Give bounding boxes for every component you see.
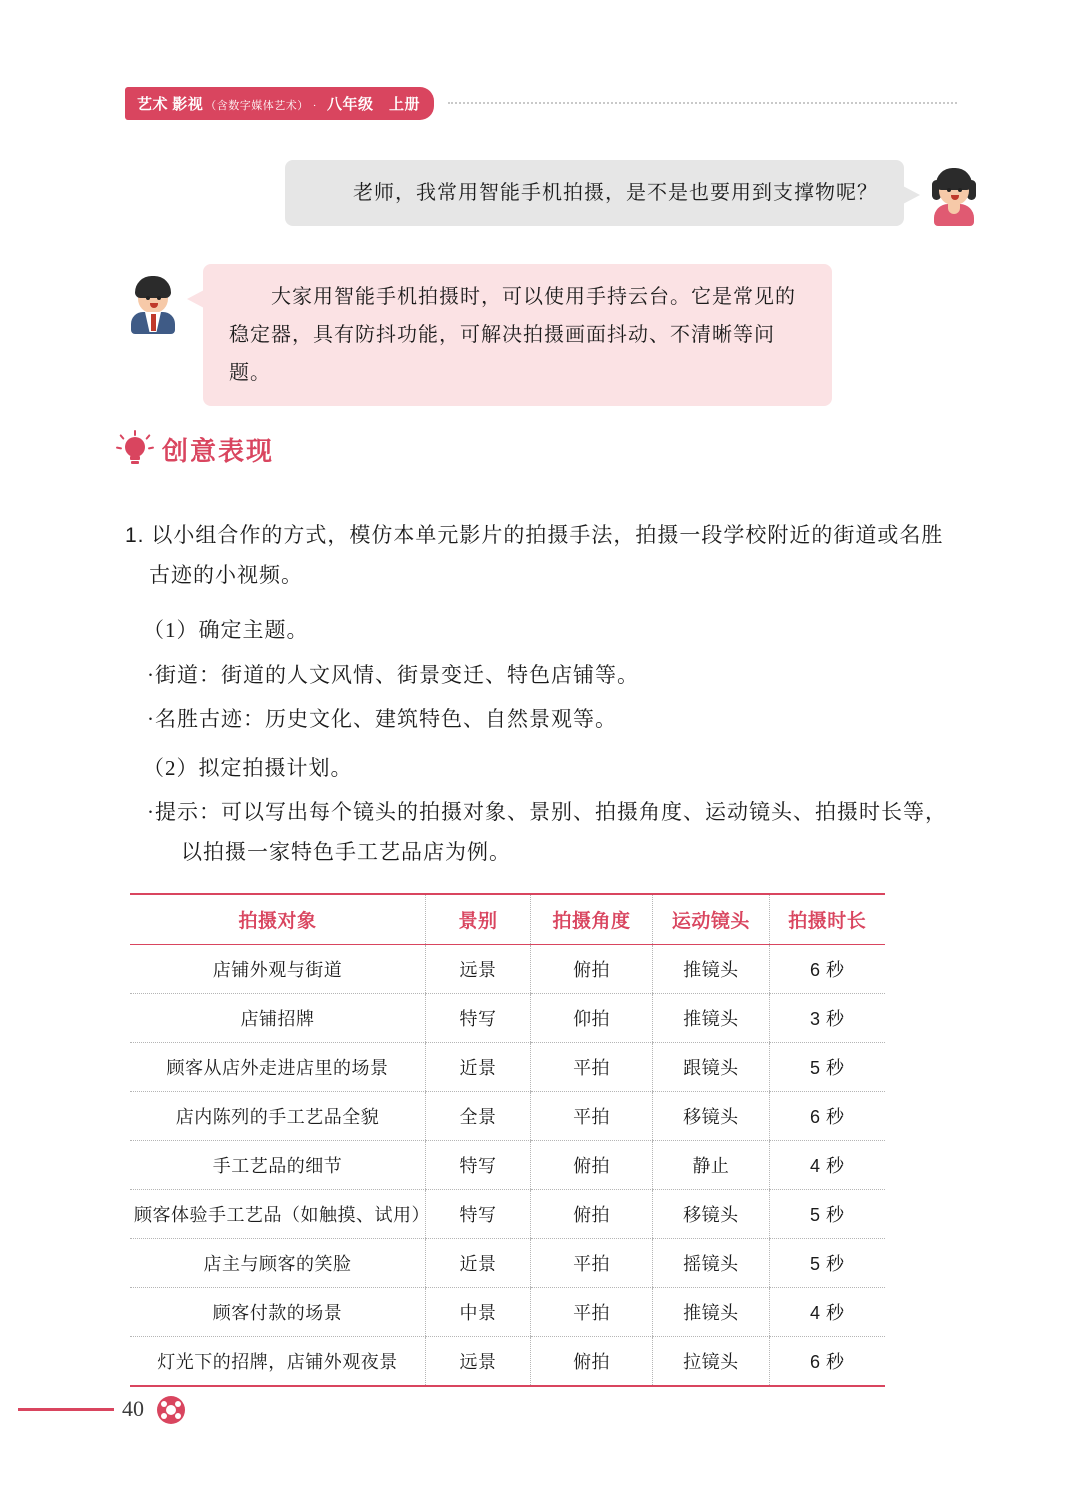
cell-duration: 6 秒 bbox=[769, 1092, 885, 1141]
section-heading bbox=[118, 430, 274, 468]
cell-shotsize: 远景 bbox=[425, 1337, 530, 1386]
cell-movement: 推镜头 bbox=[653, 994, 769, 1043]
cell-angle: 平拍 bbox=[531, 1092, 653, 1141]
lightbulb-icon bbox=[118, 430, 152, 468]
cell-movement: 拉镜头 bbox=[653, 1337, 769, 1386]
header-separator: · bbox=[312, 99, 317, 112]
cell-object: 灯光下的招牌，店铺外观夜景 bbox=[157, 1352, 398, 1372]
teacher-speech-text: 大家用智能手机拍摄时，可以使用手持云台。它是常见的稳定器，具有防抖功能，可解决拍摄画面抖动、不清晰等问题。 bbox=[229, 286, 796, 384]
cell-angle: 俯拍 bbox=[531, 1190, 653, 1239]
footer-rule bbox=[18, 1408, 114, 1411]
content-sub1: （1）确定主题。 bbox=[143, 618, 309, 642]
cell-movement: 推镜头 bbox=[653, 1288, 769, 1337]
content-block-bullet1 bbox=[125, 655, 957, 695]
cell-object: 顾客付款的场景 bbox=[130, 1288, 425, 1337]
content-bullet3: ·提示：可以写出每个镜头的拍摄对象、景别、拍摄角度、运动镜头、拍摄时长等，以拍摄一家特色手工艺品店为例。 bbox=[147, 800, 947, 864]
table-header-duration: 拍摄时长 bbox=[769, 894, 885, 945]
content-sub2: （2）拟定拍摄计划。 bbox=[143, 756, 353, 780]
table-row bbox=[130, 1043, 885, 1092]
content-block-item1 bbox=[125, 516, 957, 596]
table-row bbox=[130, 1141, 885, 1190]
student-speech-bubble bbox=[285, 160, 904, 226]
section-title-text: 创意表现 bbox=[162, 435, 275, 466]
film-reel-icon bbox=[157, 1396, 185, 1424]
content-block-bullet3 bbox=[125, 792, 947, 872]
cell-duration: 6 秒 bbox=[769, 945, 885, 994]
content-bullet1: ·街道：街道的人文风情、街景变迁、特色店铺等。 bbox=[147, 663, 639, 687]
cell-shotsize: 特写 bbox=[425, 994, 530, 1043]
cell-shotsize: 近景 bbox=[425, 1043, 530, 1092]
page-footer bbox=[0, 1390, 1082, 1430]
table-row bbox=[130, 1092, 885, 1141]
table-head bbox=[130, 894, 885, 945]
cell-shotsize: 近景 bbox=[425, 1239, 530, 1288]
cell-angle: 仰拍 bbox=[531, 994, 653, 1043]
cell-object: 店内陈列的手工艺品全貌 bbox=[130, 1092, 425, 1141]
content-block-sub2 bbox=[125, 748, 957, 788]
table-row bbox=[130, 1190, 885, 1239]
cell-duration: 6 秒 bbox=[769, 1337, 885, 1386]
table-header-object: 拍摄对象 bbox=[130, 894, 425, 945]
cell-duration: 4 秒 bbox=[769, 1288, 885, 1337]
cell-object: 店主与顾客的笑脸 bbox=[130, 1239, 425, 1288]
cell-angle: 平拍 bbox=[531, 1288, 653, 1337]
header-subject-note: （含数字媒体艺术） bbox=[205, 99, 309, 112]
table-header-movement: 运动镜头 bbox=[653, 894, 769, 945]
cell-duration: 5 秒 bbox=[769, 1239, 885, 1288]
cell-movement: 移镜头 bbox=[653, 1092, 769, 1141]
cell-shotsize: 远景 bbox=[425, 945, 530, 994]
cell-shotsize: 特写 bbox=[425, 1190, 530, 1239]
page-header bbox=[125, 88, 957, 118]
cell-object: 顾客体验手工艺品（如触摸、试用） bbox=[130, 1190, 425, 1239]
cell-movement: 推镜头 bbox=[653, 945, 769, 994]
cell-shotsize: 全景 bbox=[425, 1092, 530, 1141]
dialogue-teacher-row bbox=[125, 264, 832, 406]
cell-angle: 俯拍 bbox=[531, 1141, 653, 1190]
cell-duration: 5 秒 bbox=[769, 1190, 885, 1239]
cell-duration: 3 秒 bbox=[769, 994, 885, 1043]
cell-object: 店铺外观与街道 bbox=[130, 945, 425, 994]
boy-avatar bbox=[125, 274, 181, 334]
cell-angle: 平拍 bbox=[531, 1043, 653, 1092]
cell-shotsize: 中景 bbox=[425, 1288, 530, 1337]
cell-object: 手工艺品的细节 bbox=[130, 1141, 425, 1190]
header-subject-tag bbox=[125, 87, 434, 120]
table-row bbox=[130, 945, 885, 994]
cell-object: 店铺招牌 bbox=[130, 994, 425, 1043]
table-header-angle: 拍摄角度 bbox=[531, 894, 653, 945]
cell-angle: 平拍 bbox=[531, 1239, 653, 1288]
cell-movement: 移镜头 bbox=[653, 1190, 769, 1239]
table-row bbox=[130, 1288, 885, 1337]
table-row bbox=[130, 1239, 885, 1288]
dialogue-area bbox=[125, 160, 982, 406]
cell-duration: 4 秒 bbox=[769, 1141, 885, 1190]
content-block-sub1 bbox=[125, 610, 957, 650]
cell-angle: 俯拍 bbox=[531, 945, 653, 994]
shooting-plan-table-wrap bbox=[130, 893, 885, 1387]
content-item1: 1. 以小组合作的方式，模仿本单元影片的拍摄手法，拍摄一段学校附近的街道或名胜古迹的小视频。 bbox=[125, 524, 944, 587]
cell-angle: 俯拍 bbox=[531, 1337, 653, 1386]
table-body bbox=[130, 945, 885, 1386]
girl-avatar bbox=[926, 166, 982, 226]
teacher-speech-bubble bbox=[203, 264, 832, 406]
header-grade: 八年级 上册 bbox=[326, 96, 420, 113]
table-bottom-rule bbox=[130, 1385, 885, 1387]
table-row bbox=[130, 994, 885, 1043]
table-row bbox=[130, 1337, 885, 1386]
table-header-shotsize: 景别 bbox=[425, 894, 530, 945]
cell-duration: 5 秒 bbox=[769, 1043, 885, 1092]
cell-movement: 摇镜头 bbox=[653, 1239, 769, 1288]
cell-movement: 跟镜头 bbox=[653, 1043, 769, 1092]
cell-movement: 静止 bbox=[653, 1141, 769, 1190]
cell-object: 顾客从店外走进店里的场景 bbox=[130, 1043, 425, 1092]
header-subject: 艺术 影视 bbox=[137, 96, 204, 113]
page-number: 40 bbox=[122, 1396, 144, 1421]
cell-shotsize: 特写 bbox=[425, 1141, 530, 1190]
shooting-plan-table bbox=[130, 893, 885, 1385]
table-header-row bbox=[130, 894, 885, 945]
student-speech-text: 老师，我常用智能手机拍摄，是不是也要用到支撑物呢？ bbox=[353, 182, 878, 204]
header-dotted-rule bbox=[448, 102, 957, 104]
content-bullet2: ·名胜古迹：历史文化、建筑特色、自然景观等。 bbox=[147, 707, 617, 731]
dialogue-student-row bbox=[285, 160, 982, 226]
content-block-bullet2 bbox=[125, 699, 957, 739]
